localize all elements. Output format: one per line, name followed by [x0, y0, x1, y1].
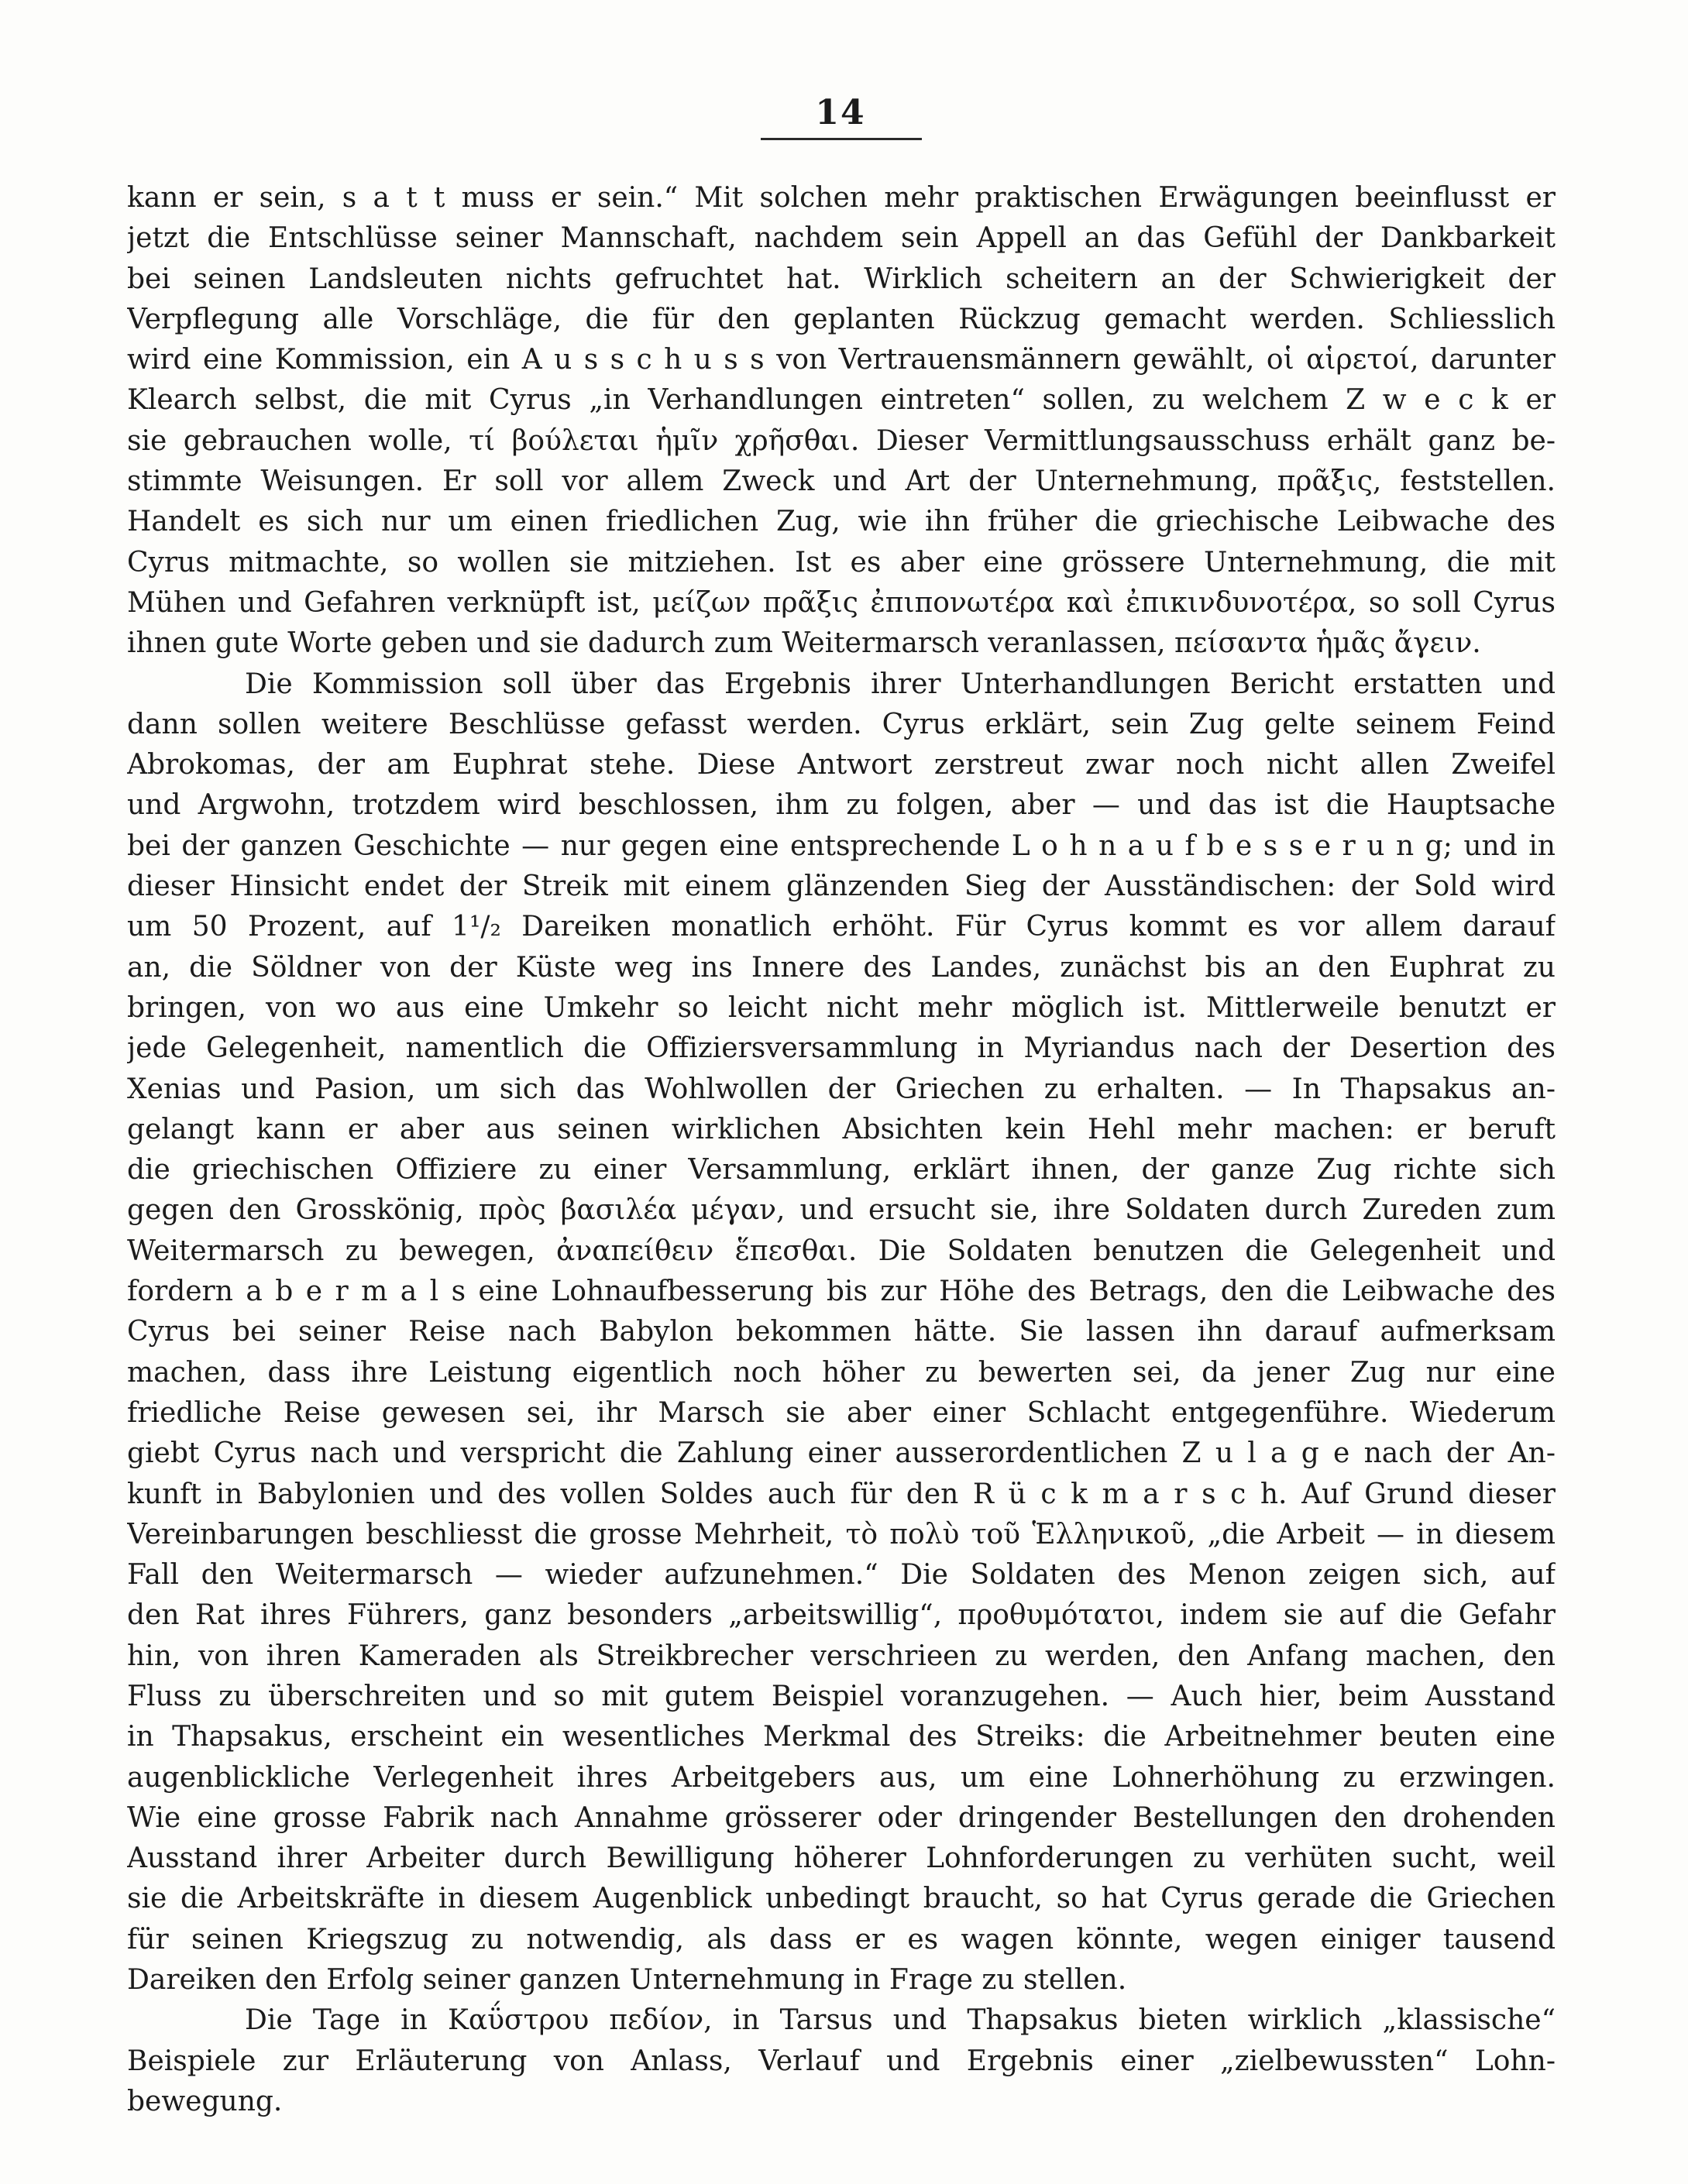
text-line: jetzt die Entschlüsse seiner Mannschaft, nachdem sein Appell an das Gefühl der Dankbarkeit — [127, 222, 1556, 255]
text-line: den Rat ihres Führers, ganz besonders „arbeitswillig“, προθυμότατοι, indem sie auf die Gefahr — [127, 1599, 1556, 1632]
text-line: an, die Söldner von der Küste weg ins Innere des Landes, zunächst bis an den Euphrat zu — [127, 951, 1556, 984]
text-line: machen, dass ihre Leistung eigentlich noch höher zu bewerten sei, da jener Zug nur eine — [127, 1356, 1556, 1389]
text-line: Weitermarsch zu bewegen, ἀναπείθειν ἕπεσθαι. Die Soldaten benutzen die Gelegenheit und — [127, 1235, 1556, 1267]
text-line: Cyrus mitmachte, so wollen sie mitziehen. Ist es aber eine grössere Unternehmung, die mit — [127, 546, 1556, 579]
text-line: stimmte Weisungen. Er soll vor allem Zweck und Art der Unternehmung, πρᾶξις, feststellen. — [127, 465, 1556, 498]
text-line: bei seinen Landsleuten nichts gefruchtet hat. Wirklich scheitern an der Schwierigkeit der — [127, 263, 1556, 295]
text-line: für seinen Kriegszug zu notwendig, als dass er es wagen könnte, wegen einiger tausend — [127, 1923, 1556, 1956]
text-line: Die Tage in Καΰστρου πεδίον, in Tarsus und Thapsakus bieten wirklich „klassische“ — [245, 2004, 1556, 2037]
text-line: kunft in Babylonien und des vollen Soldes auch für den R ü c k m a r s c h. Auf Grund dieser — [127, 1478, 1556, 1510]
text-line: und Argwohn, trotzdem wird beschlossen, ihm zu folgen, aber — und das ist die Hauptsache — [127, 789, 1556, 822]
page-number-rule — [761, 138, 922, 140]
text-line: die griechischen Offiziere zu einer Versammlung, erklärt ihnen, der ganze Zug richte sich — [127, 1154, 1556, 1186]
text-line: giebt Cyrus nach und verspricht die Zahlung einer ausserordentlichen Z u l a g e nach der An- — [127, 1437, 1556, 1470]
text-line: Mühen und Gefahren verknüpft ist, μείζων πρᾶξις ἐπιπονωτέρα καὶ ἐπικινδυνοτέρα, so soll Cyrus — [127, 586, 1556, 619]
text-line: Dareiken den Erfolg seiner ganzen Unternehmung in Frage zu stellen. — [127, 1964, 1127, 1997]
text-line: friedliche Reise gewesen sei, ihr Marsch sie aber einer Schlacht entgegenführe. Wiederum — [127, 1396, 1556, 1429]
text-line: dann sollen weitere Beschlüsse gefasst werden. Cyrus erklärt, sein Zug gelte seinem Feind — [127, 708, 1556, 740]
text-line: Wie eine grosse Fabrik nach Annahme grösserer oder dringender Bestellungen den drohenden — [127, 1801, 1556, 1834]
text-line: bringen, von wo aus eine Umkehr so leicht nicht mehr möglich ist. Mittlerweile benutzt er — [127, 991, 1556, 1024]
text-line: um 50 Prozent, auf 1¹/₂ Dareiken monatlich erhöht. Für Cyrus kommt es vor allem darauf — [127, 911, 1556, 943]
text-line: sie gebrauchen wolle, τί βούλεται ἡμῖν χρῆσθαι. Dieser Vermittlungsausschuss erhält ganz be- — [127, 424, 1556, 457]
text-line: hin, von ihren Kameraden als Streikbrecher verschrieen zu werden, den Anfang machen, den — [127, 1640, 1556, 1672]
text-line: jede Gelegenheit, namentlich die Offiziersversammlung in Myriandus nach der Desertion des — [127, 1032, 1556, 1065]
text-line: gelangt kann er aber aus seinen wirklichen Absichten kein Hehl mehr machen: er beruft — [127, 1113, 1556, 1145]
text-line: Die Kommission soll über das Ergebnis ihrer Unterhandlungen Bericht erstatten und — [245, 668, 1556, 700]
text-line: kann er sein, s a t t muss er sein.“ Mit solchen mehr praktischen Erwägungen beeinflusst er — [127, 182, 1556, 214]
text-line: Cyrus bei seiner Reise nach Babylon bekommen hätte. Sie lassen ihn darauf aufmerksam — [127, 1316, 1556, 1348]
paragraph — [127, 664, 1556, 2001]
body-text — [127, 178, 1556, 2122]
text-line: augenblickliche Verlegenheit ihres Arbeitgebers aus, um eine Lohnerhöhung zu erzwingen. — [127, 1761, 1556, 1794]
text-line: Abrokomas, der am Euphrat stehe. Diese Antwort zerstreut zwar noch nicht allen Zweifel — [127, 749, 1556, 781]
text-line: Fluss zu überschreiten und so mit gutem Beispiel voranzugehen. — Auch hier, beim Ausstand — [127, 1680, 1556, 1712]
text-line: wird eine Kommission, ein A u s s c h u s s von Vertrauensmännern gewählt, οἱ αἱρετοί, darunter — [127, 344, 1556, 376]
text-line: Xenias und Pasion, um sich das Wohlwollen der Griechen zu erhalten. — In Thapsakus an- — [127, 1073, 1556, 1105]
text-line: dieser Hinsicht endet der Streik mit einem glänzenden Sieg der Ausständischen: der Sold wird — [127, 871, 1556, 903]
text-line: Fall den Weitermarsch — wieder aufzunehmen.“ Die Soldaten des Menon zeigen sich, auf — [127, 1559, 1556, 1592]
text-line: bei der ganzen Geschichte — nur gegen eine entsprechende L o h n a u f b e s s e r u n g; und in — [127, 829, 1556, 862]
text-line: ihnen gute Worte geben und sie dadurch zum Weitermarsch veranlassen, πείσαντα ἡμᾶς ἄγειν. — [127, 627, 1481, 660]
text-line: Klearch selbst, die mit Cyrus „in Verhandlungen eintreten“ sollen, zu welchem Z w e c k er — [127, 384, 1556, 417]
text-line: fordern a b e r m a l s eine Lohnaufbesserung bis zur Höhe des Betrags, den die Leibwache des — [127, 1276, 1556, 1308]
text-line: Beispiele zur Erläuterung von Anlass, Verlauf und Ergebnis einer „zielbewussten“ Lohn- — [127, 2045, 1556, 2077]
text-line: Handelt es sich nur um einen friedlichen Zug, wie ihn früher die griechische Leibwache des — [127, 506, 1556, 538]
text-line: gegen den Grosskönig, πρὸς βασιλέα μέγαν, und ersucht sie, ihre Soldaten durch Zureden zum — [127, 1194, 1556, 1227]
text-line: sie die Arbeitskräfte in diesem Augenblick unbedingt braucht, so hat Cyrus gerade die Griechen — [127, 1883, 1556, 1915]
paragraph — [127, 178, 1556, 664]
page-number: 14 — [815, 93, 866, 132]
text-line: Vereinbarungen beschliesst die grosse Mehrheit, τὸ πολὺ τοῦ Ἑλληνικοῦ, „die Arbeit — in diesem — [127, 1518, 1556, 1550]
text-line: bewegung. — [127, 2085, 283, 2117]
text-line: Verpflegung alle Vorschläge, die für den geplanten Rückzug gemacht werden. Schliesslich — [127, 303, 1556, 335]
paragraph — [127, 2000, 1556, 2122]
text-line: in Thapsakus, erscheint ein wesentliches Merkmal des Streiks: die Arbeitnehmer beuten eine — [127, 1721, 1556, 1753]
text-line: Ausstand ihrer Arbeiter durch Bewilligung höherer Lohnforderungen zu verhüten sucht, weil — [127, 1842, 1556, 1875]
